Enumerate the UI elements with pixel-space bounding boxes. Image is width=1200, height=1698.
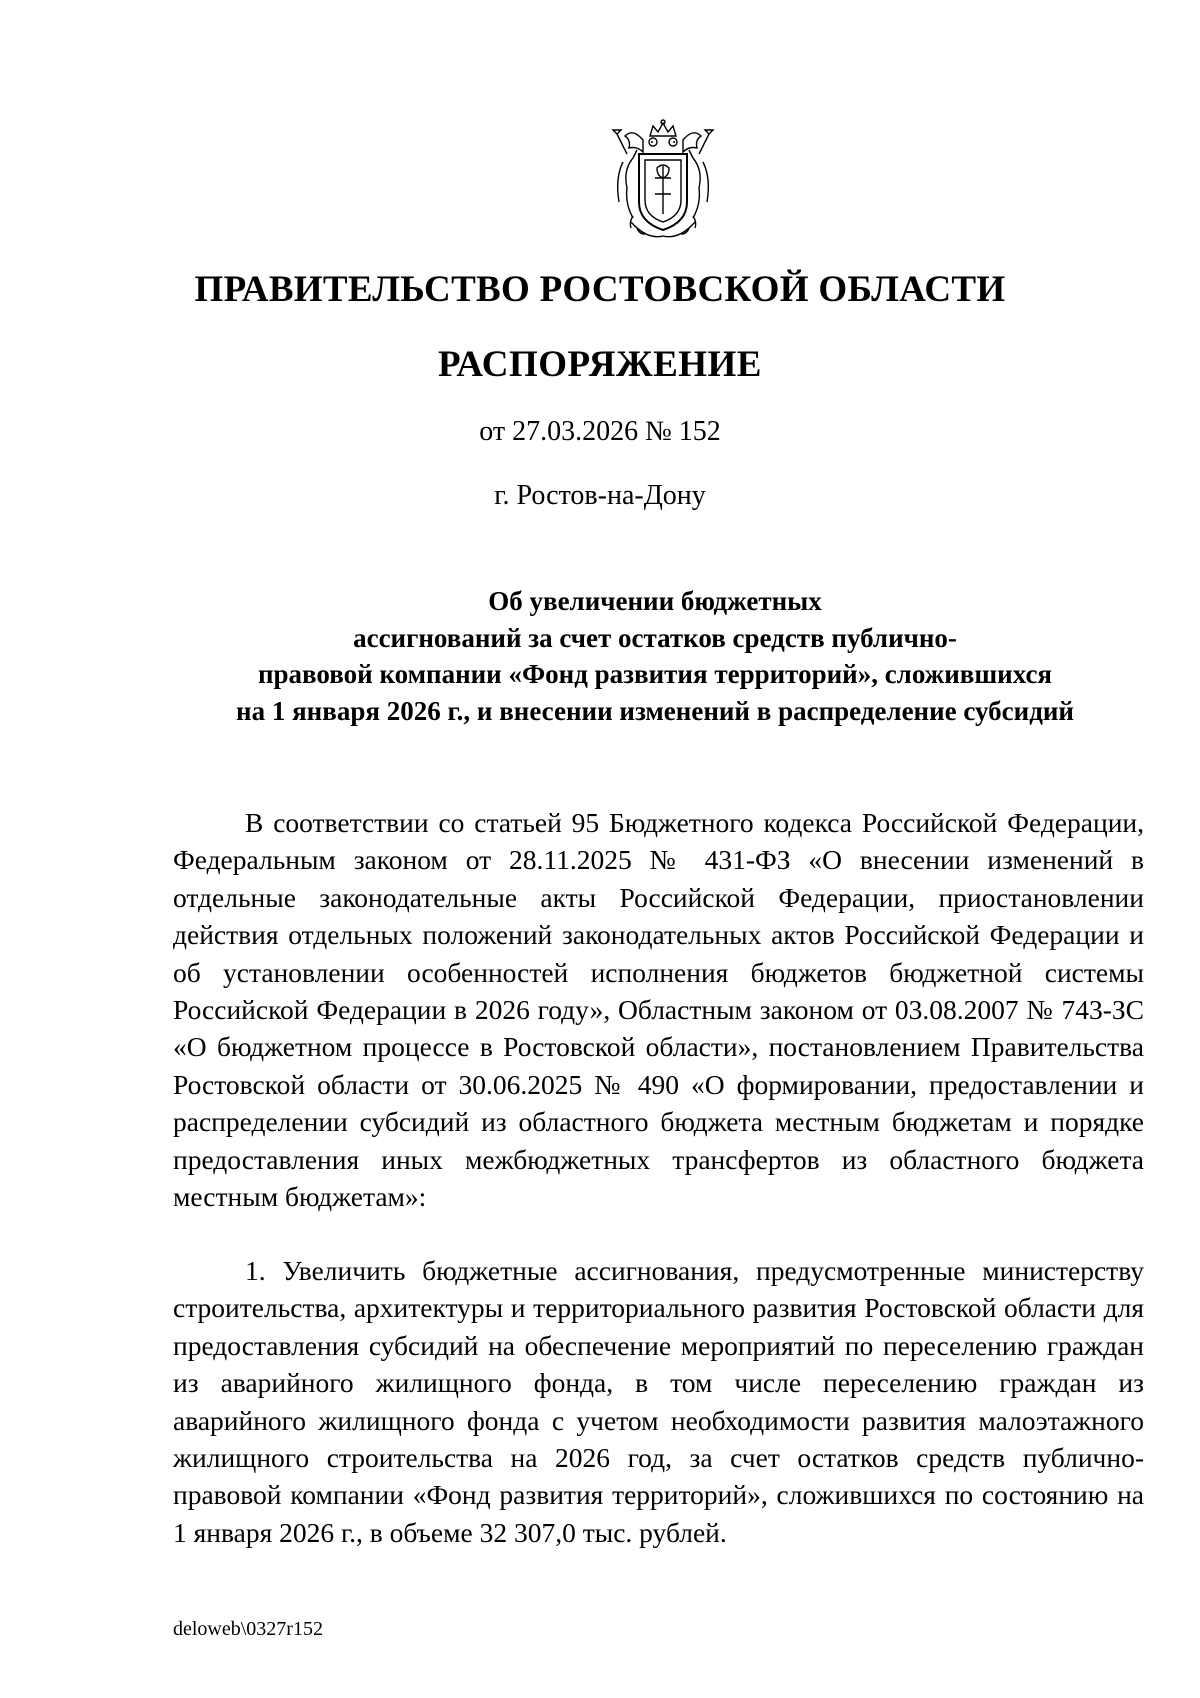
item-1-paragraph: 1. Увеличить бюджетные ассигнования, предусмотренные министерству строительства, архитектуры и территориального развития Ростовской области для предоставления субсидий на обеспечение мероприятий по переселению граждан из аварийного жилищного фонда, в том числе переселению граждан из аварийного жилищного фонда с учетом необходимости развития малоэтажного жилищного строительства на 2026 год, за счет остатков средств публично-правовой компании «Фонд развития территорий», сложившихся по состоянию на 1 января 2026 г., в объеме 32 307,0 тыс. рублей. xyxy=(173,1255,1144,1548)
subject-line: Об увеличении бюджетных xyxy=(488,586,822,616)
subject-line: правовой компании «Фонд развития территорий», сложившихся xyxy=(257,659,1053,689)
document-type-title: РАСПОРЯЖЕНИЕ xyxy=(437,344,762,385)
document-subject xyxy=(160,583,1150,729)
document-date-number: от 27.03.2026 № 152 xyxy=(479,416,721,447)
subject-line: на 1 января 2026 г., и внесении изменений в распределение субсидий xyxy=(236,695,1074,726)
government-name: ПРАВИТЕЛЬСТВО РОСТОВСКОЙ ОБЛАСТИ xyxy=(194,269,1006,310)
document-city: г. Ростов-на-Дону xyxy=(494,480,706,511)
preamble-paragraph: В соответствии со статьей 95 Бюджетного кодекса Российской Федерации, Федеральным законом от 28.11.2025 № 431-ФЗ «О внесении изменений в отдельные законодательные акты Российской Федерации, приостановлении действия отдельных положений законодательных актов Российской Федерации и об установлении особенностей исполнения бюджетов бюджетной системы Российской Федерации в 2026 году», Областным законом от 03.08.2007 № 743-ЗС «О бюджетном процессе в Ростовской области», постановлением Правительства Ростовской области от 30.06.2025 № 490 «О формировании, предоставлении и распределении субсидий из областного бюджета местным бюджетам и порядке предоставления иных межбюджетных трансфертов из областного бюджета местным бюджетам»: xyxy=(173,807,1144,1213)
document-registry-code: deloweb\0327r152 xyxy=(173,1618,323,1640)
rostov-oblast-coat-of-arms-icon xyxy=(603,118,723,246)
subject-line: ассигнований за счет остатков средств публично- xyxy=(353,622,957,653)
